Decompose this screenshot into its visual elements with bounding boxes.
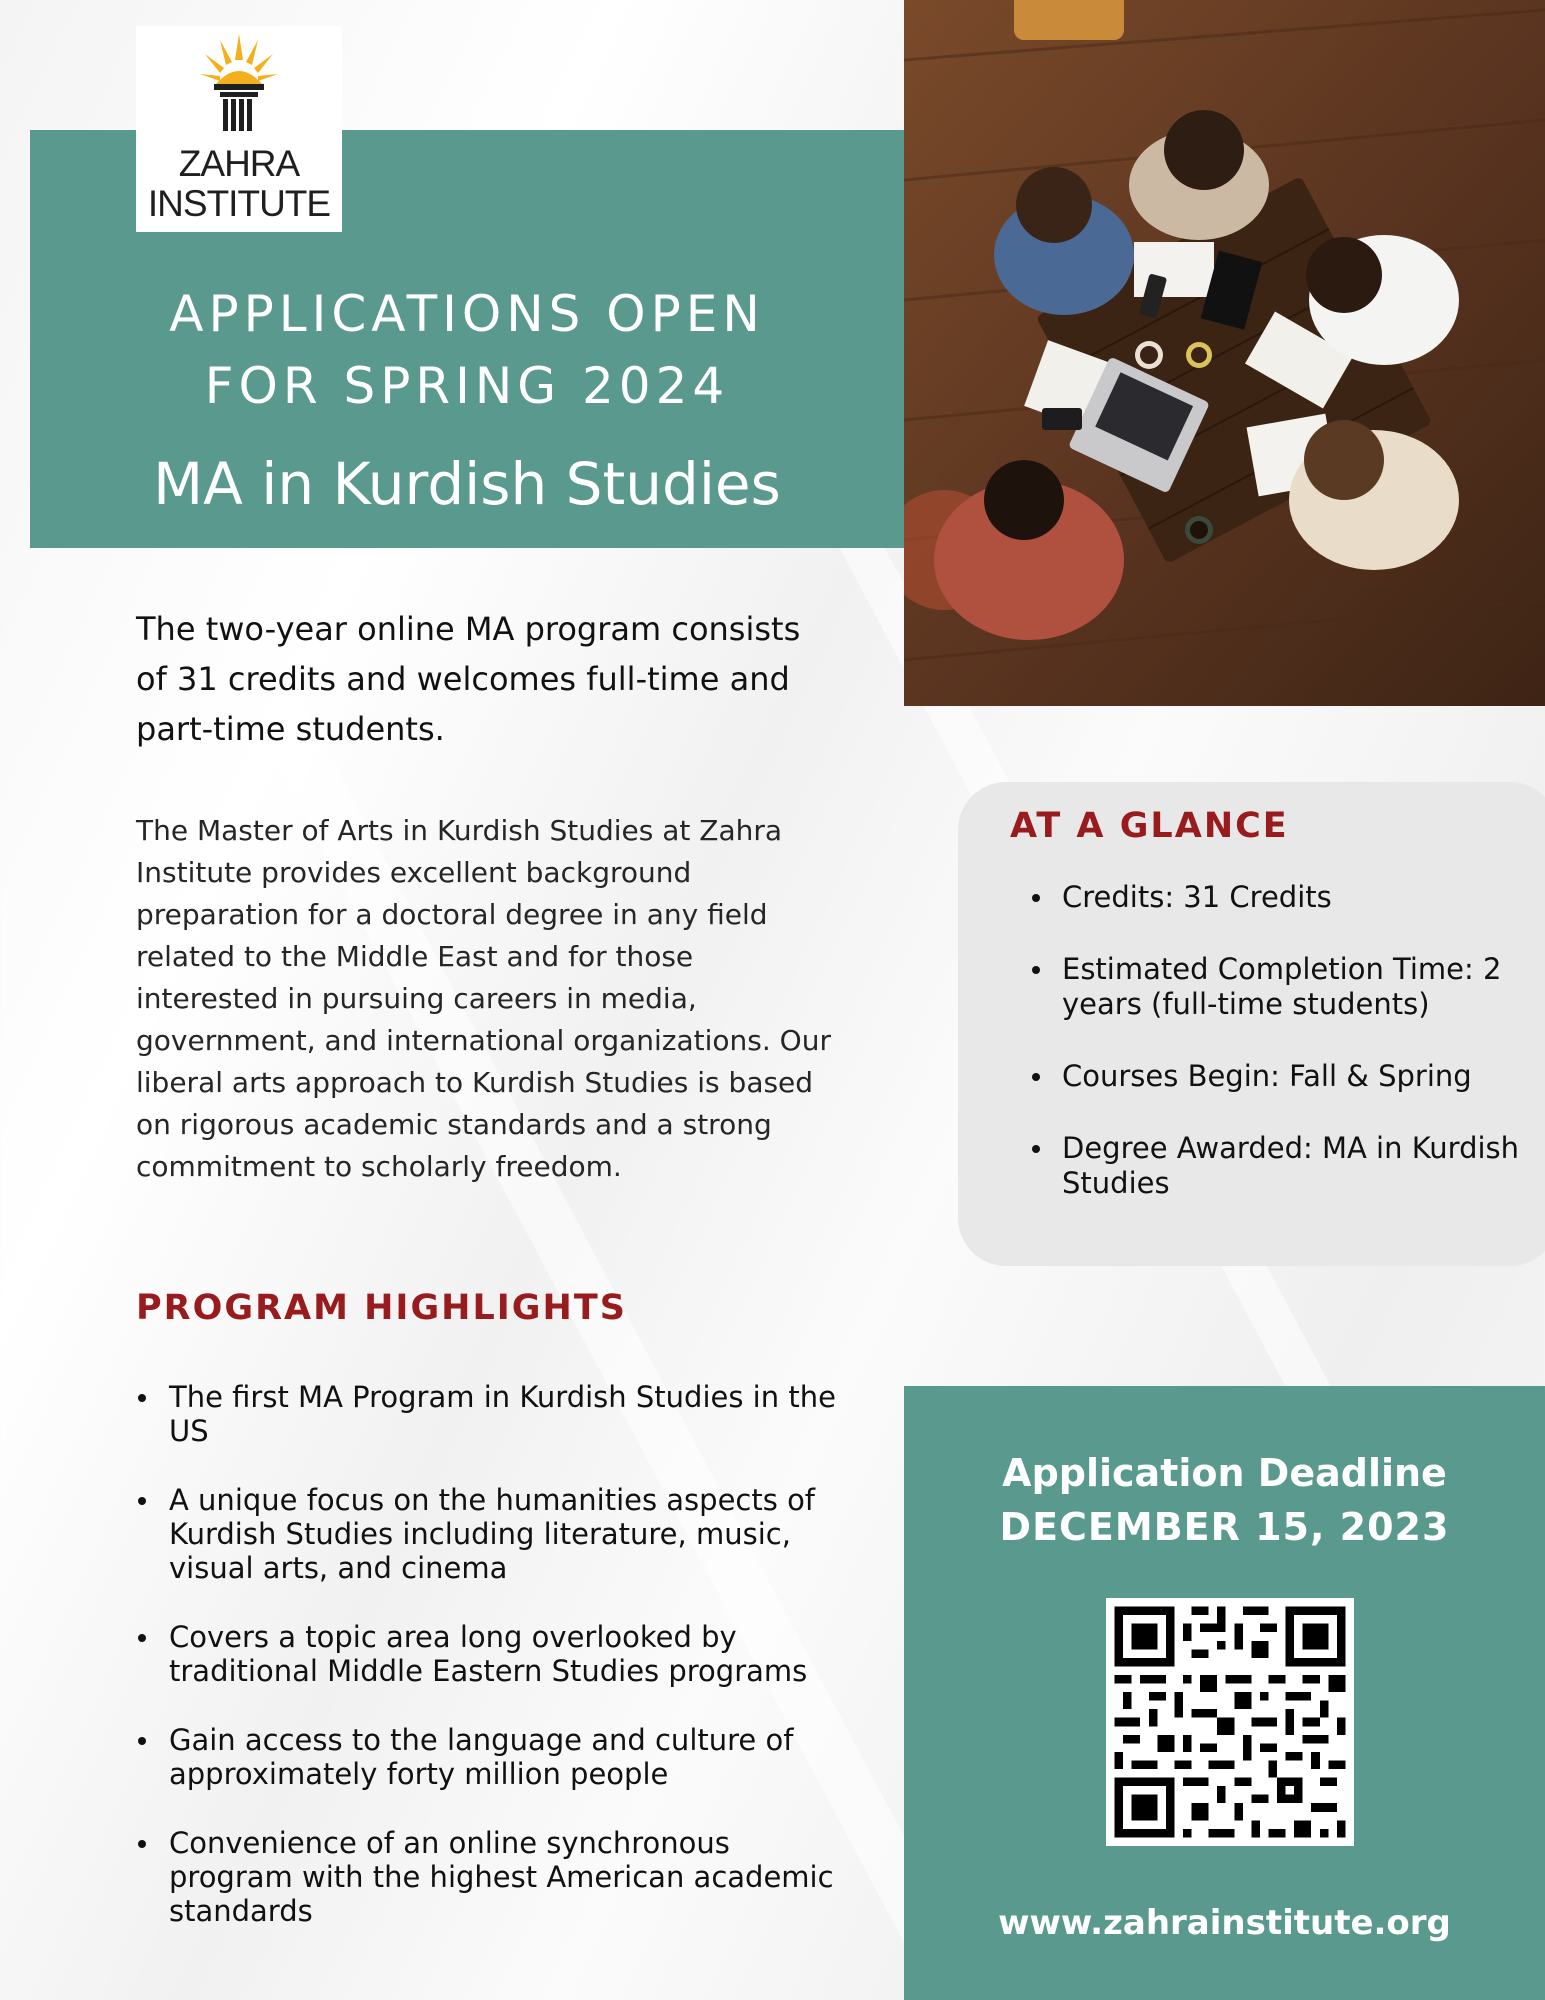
program-description: The Master of Arts in Kurdish Studies at Zahra Institute provides excellent background preparation for a doctoral degree in any field related to the Middle East and for those interested in pursuing careers in media, government, and international organizations. Our liberal arts approach to Kurdish Studies is based on rigorous academic standards and a strong commitment to scholarly freedom. [136,814,831,1183]
at-a-glance-heading: AT A GLANCE [1010,806,1289,846]
applications-line-1: APPLICATIONS OPEN [169,285,765,343]
logo-line-zahra: ZAHRA [178,143,300,184]
list-item: Credits: 31 Credits [1030,880,1530,915]
list-item: Convenience of an online synchronous program with the highest American academic standards [136,1826,856,1928]
list-item: Degree Awarded: MA in Kurdish Studies [1030,1131,1530,1201]
program-highlights-heading: PROGRAM HIGHLIGHTS [136,1288,627,1328]
qr-code-icon[interactable] [1106,1598,1354,1846]
institute-logo [136,26,342,232]
list-item: Courses Begin: Fall & Spring [1030,1059,1530,1094]
list-item: Gain access to the language and culture of approximately forty million people [136,1723,856,1791]
list-item: Covers a topic area long overlooked by traditional Middle Eastern Studies programs [136,1620,856,1688]
at-a-glance-list [1030,880,1530,1238]
list-item: The first MA Program in Kurdish Studies in the US [136,1380,856,1448]
program-title: MA in Kurdish Studies [153,450,781,518]
program-intro: The two-year online MA program consists of 31 credits and welcomes full-time and part-time students. [136,610,801,748]
deadline-label: Application Deadline [1002,1451,1447,1495]
students-at-table-photo [904,0,1545,706]
list-item: Estimated Completion Time: 2 years (full-time students) [1030,952,1530,1022]
list-item: A unique focus on the humanities aspects of Kurdish Studies including literature, music, visual arts, and cinema [136,1483,856,1585]
program-highlights-list [136,1380,856,1963]
website-link[interactable]: www.zahrainstitute.org [998,1903,1451,1943]
deadline-date: DECEMBER 15, 2023 [999,1505,1450,1549]
applications-open-heading [30,278,904,422]
sun-column-icon [200,34,278,142]
deadline-panel [904,1386,1545,2000]
applications-line-2: FOR SPRING 2024 [204,357,730,415]
logo-line-institute: INSTITUTE [147,183,331,224]
